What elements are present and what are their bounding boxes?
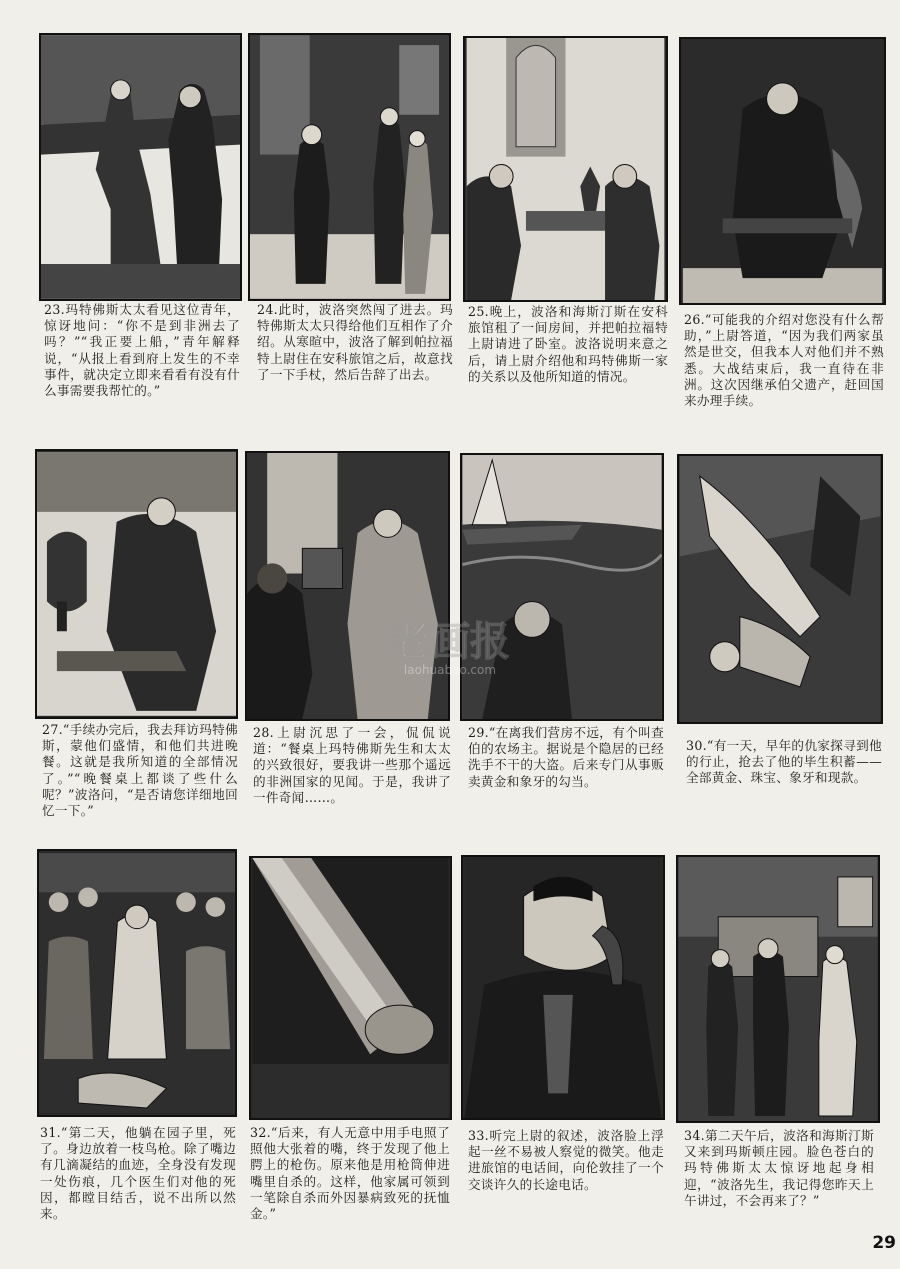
panel-30-robbery [677, 454, 883, 724]
panel-25-hotel-room-talk [463, 36, 668, 302]
watermark-logo-graphic [330, 610, 570, 680]
comic-illustration [39, 851, 235, 1115]
caption-25: 25.晚上，波洛和海斯汀斯在安科旅馆租了一间房间，并把帕拉福特上尉请进了卧室。波洛说明来意之后，请上尉介绍他和玛特佛斯一家的关系以及他所知道的情况。 [468, 304, 668, 384]
comic-illustration [250, 35, 449, 299]
caption-23: 23.玛特佛斯太太看见这位青年，惊讶地问：“你不是到非洲去了吗？”“我正要上船，”青年解释说，“从报上看到府上发生的不幸事件，就决定立即来看看有没有什么事需要我帮忙的。” [44, 302, 240, 399]
panel-27-man-thinking [35, 449, 238, 719]
caption-24: 24.此时，波洛突然闯了进去。玛特佛斯太太只得给他们互相作了介绍。从寒暄中，波洛了解到帕拉福特上尉住在安科旅馆之后，故意找了一下手杖，然后告辞了出去。 [257, 302, 453, 382]
panel-28-captain-telling [245, 451, 450, 721]
panel-23-woman-and-officer [39, 33, 242, 301]
comic-illustration [678, 857, 878, 1121]
panel-29-boat-at-sea [460, 453, 664, 721]
comic-illustration [681, 39, 884, 303]
caption-32: 32.“后来，有人无意中用手电照了照他大张着的嘴，终于发现了他上腭上的枪伤。原来他是用枪筒伸进嘴里自杀的。这样，他家属可领到一笔除自杀而外因暴病致死的抚恤金。” [250, 1125, 450, 1222]
caption-34: 34.第二天午后，波洛和海斯汀斯又来到玛斯顿庄园。脸色苍白的玛特佛斯太太惊讶地起身相迎，“波洛先生，我记得您昨天上午讲过，不会再来了？” [684, 1128, 874, 1208]
caption-30: 30.“有一天，早年的仇家探寻到他的行止，抢去了他的毕生积蓄——全部黄金、珠宝、象牙和现款。 [686, 738, 882, 786]
page-number: 29 [872, 1233, 896, 1253]
panel-32-flashlight-on-face [249, 856, 452, 1120]
comic-illustration [679, 456, 881, 722]
watermark-logo [330, 610, 570, 680]
panel-24-poirot-enters [248, 33, 451, 301]
svg-text:laohuabao.com: laohuabao.com [403, 663, 497, 677]
caption-27: 27.“手续办完后，我去拜访玛特佛斯，蒙他们盛情，和他们共进晚餐。这就是我所知道的全部情况了。”“晚餐桌上都谈了些什么呢？”波洛问，“是否请您详细地回忆一下。” [42, 722, 238, 819]
panel-31-crowd-around-body [37, 849, 237, 1117]
comic-illustration [463, 857, 663, 1118]
comic-illustration [251, 858, 450, 1118]
caption-28: 28.上尉沉思了一会，侃侃说道：“餐桌上玛特佛斯先生和太太的兴致很好，要我讲一些那个遥远的非洲国家的见闻。于是，我讲了一件奇闻……。 [253, 725, 451, 805]
caption-31: 31.“第二天，他躺在园子里，死了。身边放着一枝鸟枪。除了嘴边有几滴凝结的血迹，全身没有发现一处伤痕，几个医生们对他的死因，都瞠目结舌，说不出所以然来。 [40, 1125, 236, 1222]
svg-text:老画报: 老画报 [390, 619, 510, 665]
panel-26-captain-seated [679, 37, 886, 305]
panel-34-visit-to-manor [676, 855, 880, 1123]
caption-26: 26.“可能我的介绍对您没有什么帮助，”上尉答道，“因为我们两家虽然是世交，但我本人对他们并不熟悉。大战结束后，我一直待在非洲。这次因继承伯父遗产，赶回国来办理手续。 [684, 312, 884, 409]
panel-33-poirot-on-phone [461, 855, 665, 1120]
caption-33: 33.听完上尉的叙述，波洛脸上浮起一丝不易被人察觉的微笑。他走进旅馆的电话间，向伦敦挂了一个交谈许久的长途电话。 [468, 1128, 664, 1192]
comic-illustration [37, 451, 236, 717]
comic-illustration [465, 38, 666, 300]
comic-illustration [41, 35, 240, 299]
caption-29: 29.“在离我们营房不远，有个叫查伯的农场主。据说是个隐居的已经洗手不干的大盗。后来专门从事贩卖黄金和象牙的勾当。 [468, 725, 664, 789]
